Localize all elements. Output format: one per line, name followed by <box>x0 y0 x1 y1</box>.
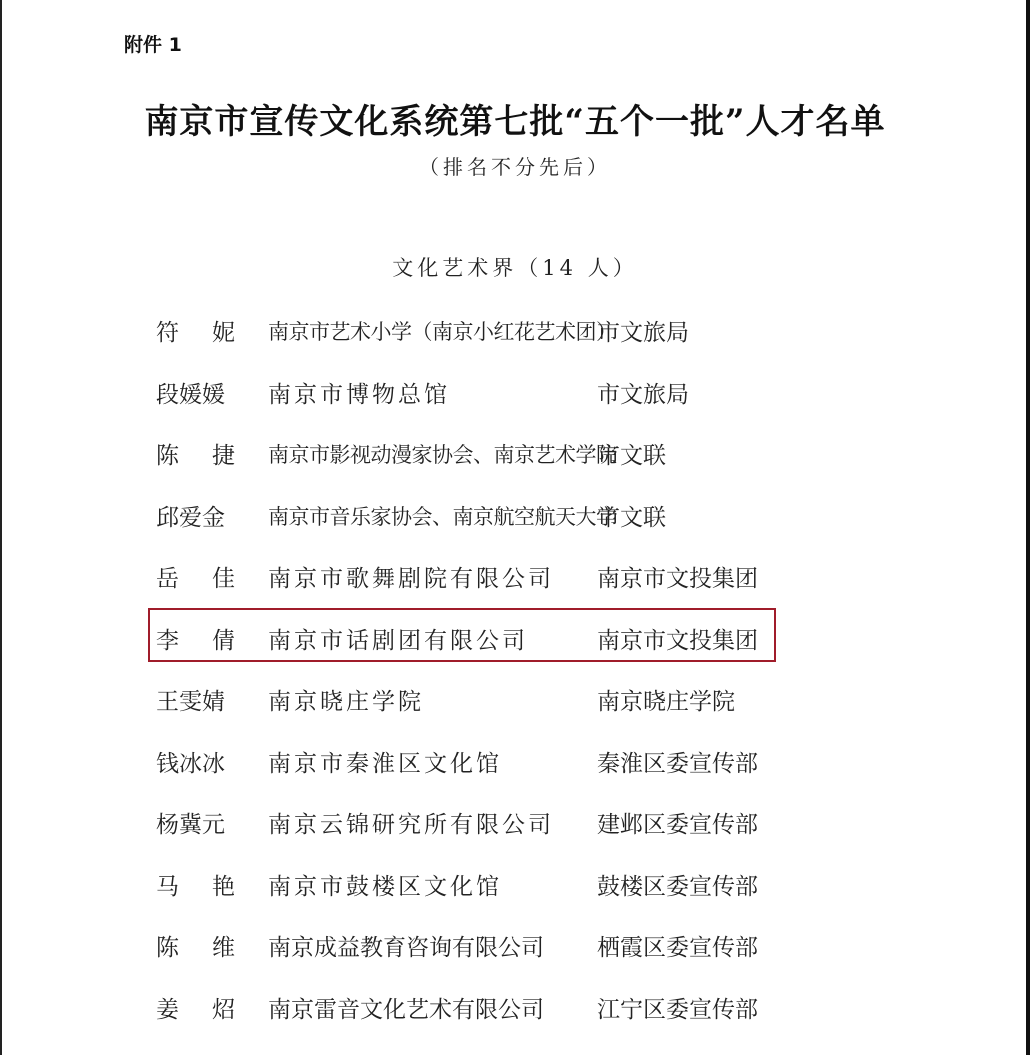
person-department: 市文旅局 <box>597 381 689 408</box>
person-name: 岳佳 <box>156 566 268 592</box>
list-item <box>0 731 1030 793</box>
person-organization: 南京市艺术小学（南京小红花艺术团） <box>268 320 617 344</box>
person-name: 符妮 <box>156 320 268 346</box>
person-organization: 南京云锦研究所有限公司 <box>268 812 554 838</box>
person-name: 王雯婧 <box>156 689 225 715</box>
list-item <box>0 792 1030 854</box>
section-title: 文化艺术界（14 人） <box>392 256 638 280</box>
list-item <box>0 485 1030 547</box>
person-organization: 南京市影视动漫家协会、南京艺术学院 <box>268 443 617 467</box>
list-item <box>0 854 1030 916</box>
person-name: 姜炤 <box>156 996 268 1023</box>
person-organization: 南京市音乐家协会、南京航空航天大学 <box>268 504 617 529</box>
person-department: 鼓楼区委宣传部 <box>597 873 758 900</box>
list-item <box>0 300 1030 362</box>
person-department: 市文旅局 <box>597 320 689 346</box>
person-name: 段媛媛 <box>156 381 225 408</box>
person-name: 陈维 <box>156 935 268 961</box>
person-organization: 南京晓庄学院 <box>268 689 424 715</box>
person-name: 马艳 <box>156 873 268 900</box>
person-department: 南京市文投集团 <box>597 566 758 592</box>
list-item <box>0 546 1030 608</box>
person-department: 秦淮区委宣传部 <box>597 750 758 777</box>
list-item <box>0 915 1030 977</box>
list-item <box>0 669 1030 731</box>
person-organization: 南京市博物总馆 <box>268 381 450 408</box>
person-organization: 南京市秦淮区文化馆 <box>268 750 502 777</box>
person-name: 陈捷 <box>156 443 268 469</box>
person-department: 市文联 <box>597 504 666 531</box>
person-organization: 南京市话剧团有限公司 <box>268 627 528 654</box>
person-department: 南京晓庄学院 <box>597 689 735 715</box>
person-name: 杨冀元 <box>156 812 225 838</box>
document-title: 南京市宣传文化系统第七批“五个一批”人才名单 <box>144 102 886 142</box>
person-department: 江宁区委宣传部 <box>597 996 758 1023</box>
list-item <box>0 362 1030 424</box>
list-item <box>0 977 1030 1039</box>
person-name: 邱爱金 <box>156 504 225 531</box>
talent-list <box>0 300 1030 1038</box>
person-organization: 南京成益教育咨询有限公司 <box>268 935 544 961</box>
person-name: 李倩 <box>156 627 268 654</box>
highlight-box <box>148 608 776 662</box>
person-organization: 南京雷音文化艺术有限公司 <box>268 996 544 1023</box>
person-department: 市文联 <box>597 443 666 469</box>
person-name: 钱冰冰 <box>156 750 225 777</box>
document-subtitle: （排名不分先后） <box>419 155 611 179</box>
person-department: 南京市文投集团 <box>597 627 758 654</box>
attachment-label: 附件 1 <box>124 34 182 56</box>
list-item <box>0 423 1030 485</box>
person-organization: 南京市歌舞剧院有限公司 <box>268 566 554 592</box>
person-organization: 南京市鼓楼区文化馆 <box>268 873 502 900</box>
person-department: 建邺区委宣传部 <box>597 812 758 838</box>
person-department: 栖霞区委宣传部 <box>597 935 758 961</box>
